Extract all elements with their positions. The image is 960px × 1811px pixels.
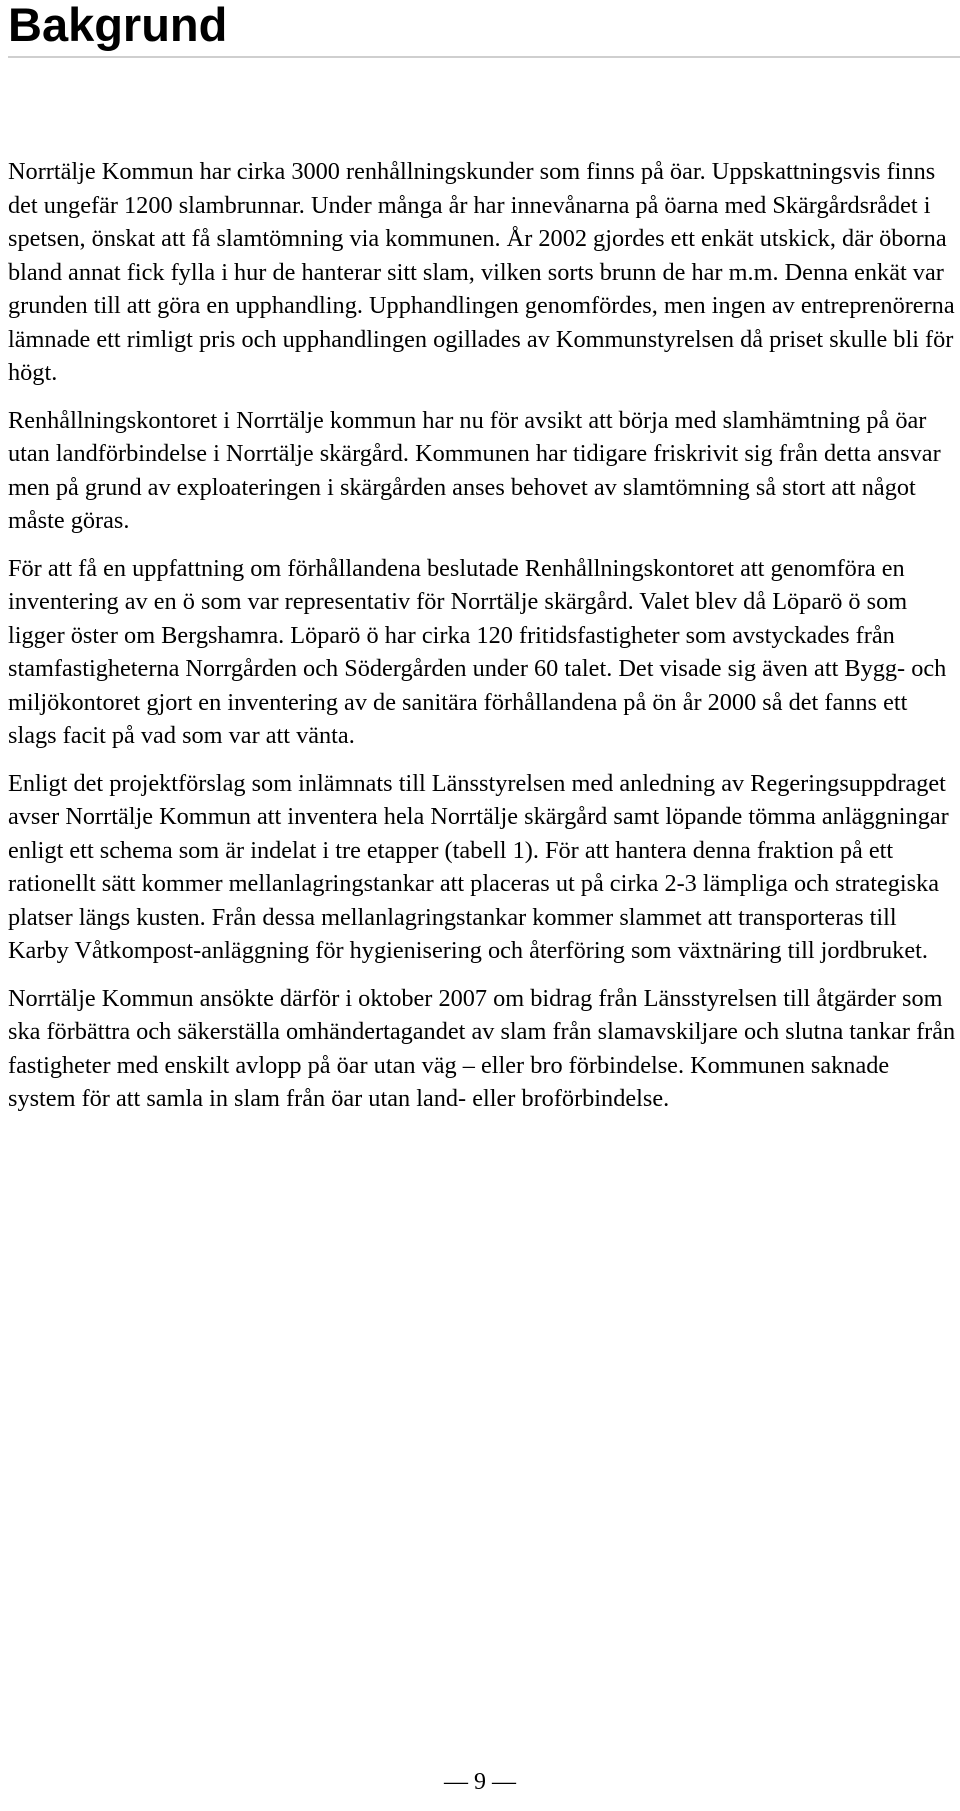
paragraph-2: Renhållningskontoret i Norrtälje kommun har nu för avsikt att börja med slamhämtning på öar utan landförbindelse i Norrtälje skärgård. Kommunen har tidigare friskrivit sig från detta ansvar men på grund av exploateringen i skärgården anses behovet av slamtömning så stort att något måste göras. xyxy=(8,406,941,534)
paragraph-1: Norrtälje Kommun har cirka 3000 renhållningskunder som finns på öar. Uppskattningsvis finns det ungefär 1200 slambrunnar. Under många år har innevånarna på öarna med Skärgårdsrådet i spetsen, önskat att få slamtömning via kommunen. År 2002 gjordes ett enkät utskick, där öborna bland annat fick fylla i hur de hanterar sitt slam, vilken sorts brunn de har m.m. Denna enkät var grunden till att göra en upphandling. Upphandlingen genomfördes, men ingen av entreprenörerna lämnade ett rimligt pris och upphandlingen ogillades av Kommunstyrelsen då priset skulle bli för högt. xyxy=(8,158,955,386)
paragraph-3: För att få en uppfattning om förhållandena beslutade Renhållningskontoret att genomföra en inventering av en ö som var representativ för Norrtälje skärgård. Valet blev då Löparö ö som ligger öster om Bergshamra. Löparö ö har cirka 120 fritidsfastigheter som avstyckades från stamfastigheterna Norrgården och Södergården under 60 talet. Det visade sig även att Bygg- och miljökontoret gjort en inventering av de sanitära förhållandena på ön år 2000 så det fanns ett slags facit på vad som var att vänta. xyxy=(8,554,947,749)
page-number: — 9 — xyxy=(444,1769,516,1795)
heading-divider xyxy=(8,56,960,58)
paragraph-4: Enligt det projektförslag som inlämnats till Länsstyrelsen med anledning av Regeringsuppdraget avser Norrtälje Kommun att inventera hela Norrtälje skärgård samt löpande tömma anläggningar enligt ett schema som är indelat i tre etapper (tabell 1). För att hantera denna fraktion på ett rationellt sätt kommer mellanlagringstankar att placeras ut på cirka 2-3 lämpliga och strategiska platser längs kusten. Från dessa mellanlagringstankar kommer slammet att transporteras till Karby Våtkompost-anläggning för hygienisering och återföring som växtnäring till jordbruket. xyxy=(8,769,949,964)
body-text xyxy=(8,155,956,1130)
page-heading: Bakgrund xyxy=(8,0,228,51)
paragraph-5: Norrtälje Kommun ansökte därför i oktober 2007 om bidrag från Länsstyrelsen till åtgärder som ska förbättra och säkerställa omhändertagandet av slam från slamavskiljare och slutna tankar från fastigheter med enskilt avlopp på öar utan väg – eller bro förbindelse. Kommunen saknade system för att samla in slam från öar utan land- eller broförbindelse. xyxy=(8,984,956,1112)
